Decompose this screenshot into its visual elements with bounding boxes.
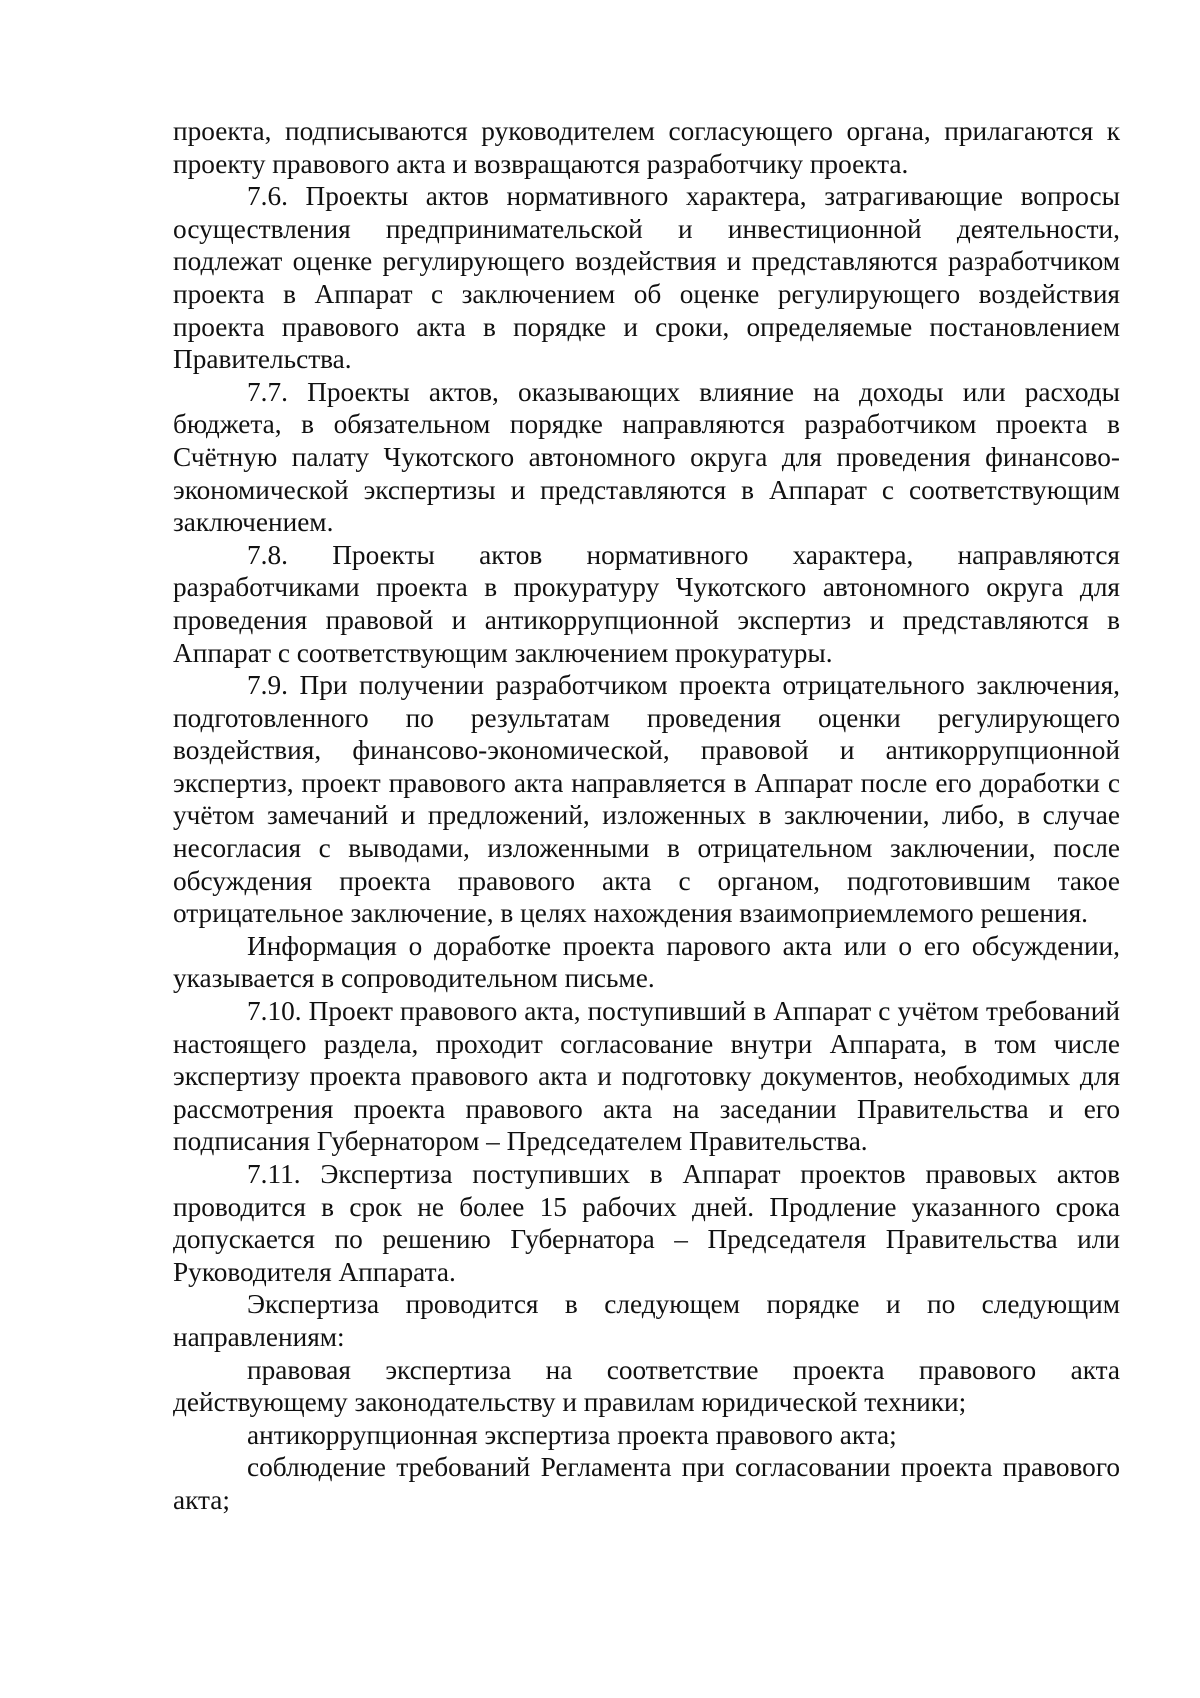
paragraph-7-6: 7.6. Проекты актов нормативного характера, затрагивающие вопросы осуществления предпринимательской и инвестиционной деятельности, подлежат оценке регулирующего воздействия и представляются разработчиком проекта в Аппарат с заключением об оценке регулирующего воздействия проекта правового акта в порядке и сроки, определяемые постановлением Правительства. xyxy=(173,181,1120,375)
list-item-regulation-compliance: соблюдение требований Регламента при согласовании проекта правового акта; xyxy=(173,1452,1120,1515)
paragraph-expertise-order: Экспертиза проводится в следующем порядке и по следующим направлениям: xyxy=(173,1289,1120,1352)
paragraph-continuation: проекта, подписываются руководителем согласующего органа, прилагаются к проекту правового акта и возвращаются разработчику проекта. xyxy=(173,116,1120,179)
paragraph-7-11: 7.11. Экспертиза поступивших в Аппарат проектов правовых актов проводится в срок не более 15 рабочих дней. Продление указанного срока допускается по решению Губернатора – Председателя Правительства или Руководителя Аппарата. xyxy=(173,1159,1120,1287)
paragraph-info: Информация о доработке проекта парового акта или о его обсуждении, указывается в сопроводительном письме. xyxy=(173,930,1120,994)
paragraph-7-10: 7.10. Проект правового акта, поступивший в Аппарат с учётом требований настоящего раздела, проходит согласование внутри Аппарата, в том числе экспертизу проекта правового акта и подготовку документов, необходимых для рассмотрения проекта правового акта на заседании Правительства и его подписания Губернатором – Председателем Правительства. xyxy=(173,996,1120,1157)
list-item-legal-expertise: правовая экспертиза на соответствие проекта правового акта действующему законодательству и правилам юридической техники; xyxy=(173,1354,1120,1418)
paragraph-7-9: 7.9. При получении разработчиком проекта отрицательного заключения, подготовленного по результатам проведения оценки регулирующего воздействия, финансово-экономической, правовой и антикоррупционной экспертиз, проект правового акта направляется в Аппарат после его доработки с учётом замечаний и предложений, изложенных в заключении, либо, в случае несогласия с выводами, изложенными в отрицательном заключении, после обсуждения проекта правового акта с органом, подготовившим такое отрицательное заключение, в целях нахождения взаимоприемлемого решения. xyxy=(173,670,1120,929)
paragraph-7-8: 7.8. Проекты актов нормативного характера, направляются разработчиками проекта в прокуратуру Чукотского автономного округа для проведения правовой и антикоррупционной экспертиз и представляются в Аппарат с соответствующим заключением прокуратуры. xyxy=(173,539,1120,668)
list-item-anticorruption-expertise: антикоррупционная экспертиза проекта правового акта; xyxy=(247,1419,897,1450)
paragraph-7-7: 7.7. Проекты актов, оказывающих влияние на доходы или расходы бюджета, в обязательном порядке направляются разработчиком проекта в Счётную палату Чукотского автономного округа для проведения финансово-экономической экспертизы и представляются в Аппарат с соответствующим заключением. xyxy=(173,376,1120,538)
document-page xyxy=(173,115,1120,1517)
